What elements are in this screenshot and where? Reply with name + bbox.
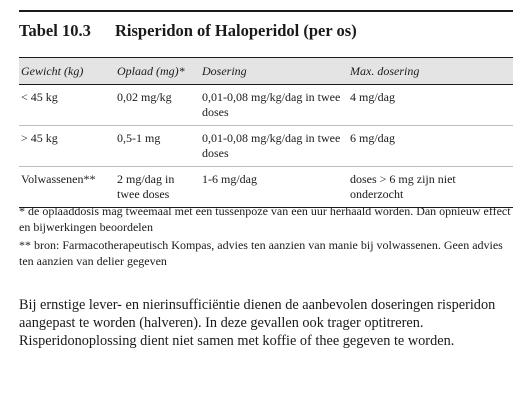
body-paragraph: Bij ernstige lever- en nierinsufficiëntie dienen de aanbevolen doseringen risperidon aangepast te worden (halveren). In deze gevallen ook trager optitreren. Risperidonoplossing dient niet samen met koffie of thee gegeven te worden. bbox=[19, 297, 496, 349]
footnote-loading-dose: * de oplaaddosis mag tweemaal met een tussenpoze van een uur herhaald worden. Dan opnieuw effect en bijwerkingen beoordelen bbox=[19, 204, 511, 234]
top-rule bbox=[19, 10, 513, 12]
cell-max-dosage: 4 mg/dag bbox=[348, 85, 513, 126]
header-dosage: Dosering bbox=[200, 58, 348, 85]
cell-loading-dose: 0,02 mg/kg bbox=[115, 85, 200, 126]
dosage-table bbox=[19, 57, 513, 208]
table-number: Tabel 10.3 bbox=[19, 21, 91, 40]
cell-weight: Volwassenen** bbox=[19, 167, 115, 208]
cell-dosage: 0,01-0,08 mg/kg/dag in twee doses bbox=[200, 85, 348, 126]
table-header-row bbox=[19, 58, 513, 85]
table-title bbox=[19, 21, 513, 41]
table-footnotes bbox=[19, 203, 513, 271]
table-row bbox=[19, 126, 513, 167]
cell-dosage: 1-6 mg/dag bbox=[200, 167, 348, 208]
cell-max-dosage: 6 mg/dag bbox=[348, 126, 513, 167]
table-title-text: Risperidon of Haloperidol (per os) bbox=[115, 21, 357, 40]
cell-max-dosage: doses > 6 mg zijn niet onderzocht bbox=[348, 167, 513, 208]
footnote-source: ** bron: Farmacotherapeutisch Kompas, advies ten aanzien van manie bij volwassenen. Geen advies ten aanzien van delier gegeven bbox=[19, 238, 503, 268]
table-row bbox=[19, 85, 513, 126]
table-row bbox=[19, 167, 513, 208]
header-loading-dose: Oplaad (mg)* bbox=[115, 58, 200, 85]
header-max-dosage: Max. dosering bbox=[348, 58, 513, 85]
cell-loading-dose: 2 mg/dag in twee doses bbox=[115, 167, 200, 208]
cell-loading-dose: 0,5-1 mg bbox=[115, 126, 200, 167]
cell-weight: < 45 kg bbox=[19, 85, 115, 126]
cell-dosage: 0,01-0,08 mg/kg/dag in twee doses bbox=[200, 126, 348, 167]
cell-weight: > 45 kg bbox=[19, 126, 115, 167]
dosage-table-container bbox=[19, 57, 513, 208]
header-weight: Gewicht (kg) bbox=[19, 58, 115, 85]
